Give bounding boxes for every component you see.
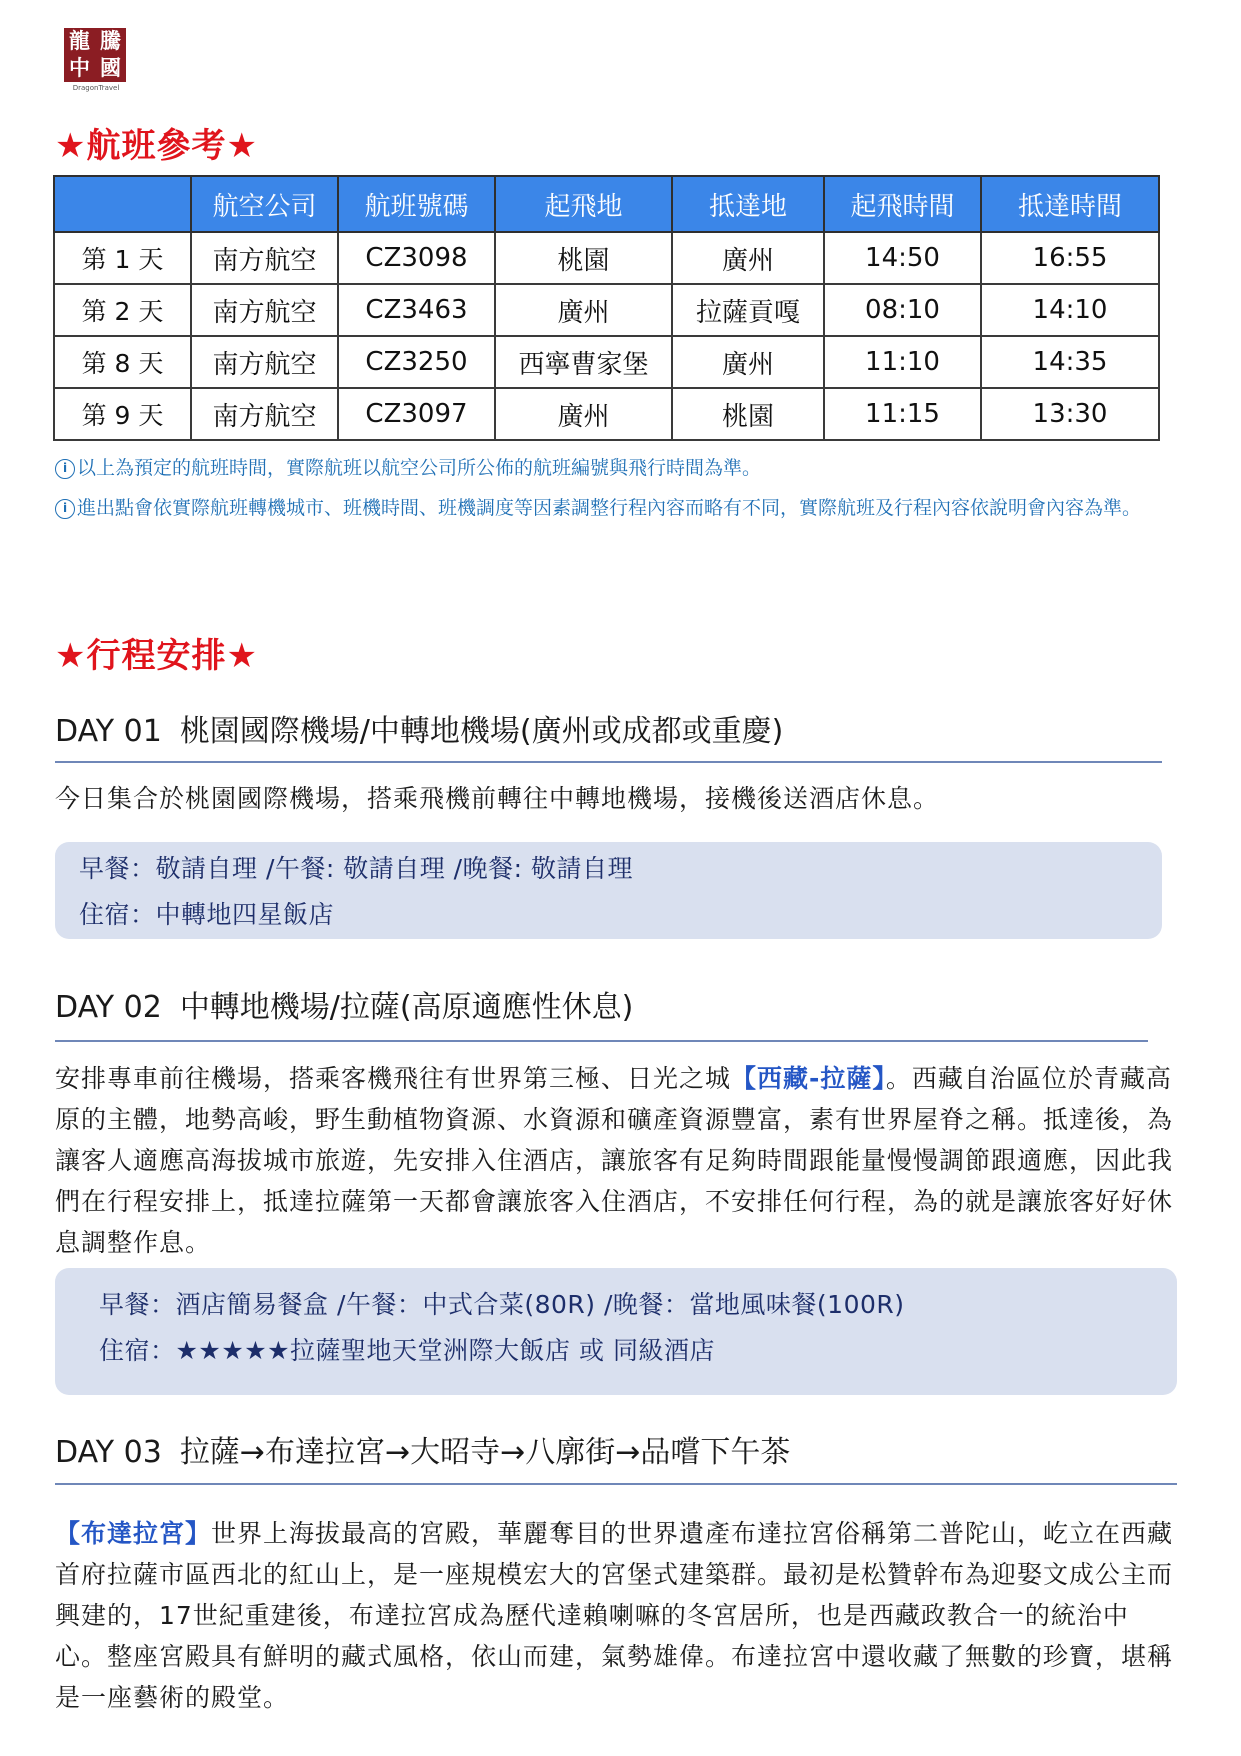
divider	[55, 1040, 1148, 1042]
day-heading	[55, 982, 633, 1026]
highlight-text: 【布達拉宮】	[55, 1519, 212, 1548]
table-row	[54, 232, 1159, 284]
day-heading	[55, 1427, 790, 1471]
logo-char: 龍	[69, 29, 90, 53]
header-cell: 抵達地	[672, 176, 824, 232]
day-description	[55, 1058, 1175, 1263]
description-text: 世界上海拔最高的宮殿，華麗奪目的世界遺產布達拉宮俗稱第二普陀山，屹立在西藏首府拉薩市區西北的紅山上，是一座規模宏大的宮堡式建築群。最初是松贊幹布為迎娶文成公主而興建的，17世紀重建後，布達拉宮成為歷代達賴喇嘛的冬宮居所，也是西藏政教合一的統治中心。整座宮殿具有鮮明的藏式風格，依山而建，氣勢雄偉。布達拉宮中還收藏了無數的珍寶，堪稱是一座藝術的殿堂。	[55, 1519, 1174, 1712]
table-cell: 廣州	[672, 232, 824, 284]
table-cell: 廣州	[495, 284, 672, 336]
table-cell: CZ3098	[338, 232, 495, 284]
day-heading	[55, 706, 783, 750]
day-description: 今日集合於桃園國際機場，搭乘飛機前轉往中轉地機場，接機後送酒店休息。	[55, 784, 940, 813]
table-cell: 拉薩貢嘎	[672, 284, 824, 336]
logo-char: 中	[69, 56, 90, 80]
table-cell: 南方航空	[191, 388, 338, 440]
flight-table	[53, 175, 1160, 441]
flight-note-1	[55, 452, 1175, 484]
flight-note-text: 以上為預定的航班時間，實際航班以航空公司所公佈的航班編號與飛行時間為準。	[77, 457, 762, 479]
table-cell: 第 9 天	[54, 388, 191, 440]
header-cell: 航空公司	[191, 176, 338, 232]
table-cell: 14:35	[981, 336, 1159, 388]
hotel-line: 住宿：中轉地四星飯店	[79, 900, 335, 929]
table-cell: 廣州	[672, 336, 824, 388]
table-cell: 13:30	[981, 388, 1159, 440]
table-cell: 11:10	[824, 336, 981, 388]
day-title: 中轉地機場/拉薩(高原適應性休息)	[179, 990, 634, 1025]
description-text: 安排專車前往機場，搭乘客機飛往有世界第三極、日光之城	[55, 1064, 732, 1093]
day-number: DAY 02	[55, 990, 162, 1025]
flight-note-text: 進出點會依實際航班轉機城市、班機時間、班機調度等因素調整行程內容而略有不同，實際航班及行程內容依說明會內容為準。	[77, 497, 1142, 519]
table-cell: 南方航空	[191, 284, 338, 336]
logo-subtitle: DragonTravel	[72, 84, 120, 92]
table-row	[54, 336, 1159, 388]
meals-line: 早餐：酒店簡易餐盒 /午餐：中式合菜(80R) /晚餐：當地風味餐(100R)	[99, 1290, 905, 1319]
meals-line: 早餐：敬請自理 /午餐: 敬請自理 /晚餐: 敬請自理	[79, 854, 633, 883]
day-number: DAY 03	[55, 1435, 162, 1470]
table-cell: 第 1 天	[54, 232, 191, 284]
table-cell: 南方航空	[191, 232, 338, 284]
table-row	[54, 388, 1159, 440]
table-cell: CZ3250	[338, 336, 495, 388]
meal-info-box	[55, 1268, 1177, 1395]
table-cell: 桃園	[672, 388, 824, 440]
header-cell: 起飛時間	[824, 176, 981, 232]
day-title: 桃園國際機場/中轉地機場(廣州或成都或重慶)	[179, 714, 784, 749]
header-cell: 航班號碼	[338, 176, 495, 232]
table-cell: 第 2 天	[54, 284, 191, 336]
header-cell: 抵達時間	[981, 176, 1159, 232]
header-cell: 起飛地	[495, 176, 672, 232]
table-cell: 廣州	[495, 388, 672, 440]
day-description	[55, 1513, 1175, 1718]
table-cell: CZ3097	[338, 388, 495, 440]
flight-table-header-row	[54, 176, 1159, 232]
table-cell: 第 8 天	[54, 336, 191, 388]
meal-info-box	[55, 842, 1162, 939]
logo-char: 騰	[100, 29, 121, 53]
highlight-text: 【西藏-拉薩】	[731, 1064, 886, 1093]
table-cell: 11:15	[824, 388, 981, 440]
table-cell: 桃園	[495, 232, 672, 284]
company-logo	[64, 28, 128, 102]
table-cell: 西寧曹家堡	[495, 336, 672, 388]
flight-section-title: ★航班參考★	[55, 126, 258, 166]
flight-note-2	[55, 492, 1175, 524]
table-cell: CZ3463	[338, 284, 495, 336]
logo-char: 國	[100, 56, 121, 80]
table-row	[54, 284, 1159, 336]
header-cell	[54, 176, 191, 232]
table-cell: 14:50	[824, 232, 981, 284]
divider	[55, 1483, 1177, 1485]
description-text: 。西藏自治區位於青藏高原的主體，地勢高峻，野生動植物資源、水資源和礦產資源豐富，素有世界屋脊之稱。抵達後，為讓客人適應高海拔城市旅遊，先安排入住酒店，讓旅客有足夠時間跟能量慢慢調節跟適應，因此我們在行程安排上，抵達拉薩第一天都會讓旅客入住酒店，不安排任何行程，為的就是讓旅客好好休息調整作息。	[55, 1064, 1174, 1257]
day-title: 拉薩→布達拉宮→大昭寺→八廓街→品嚐下午茶	[179, 1435, 791, 1470]
table-cell: 16:55	[981, 232, 1159, 284]
table-cell: 08:10	[824, 284, 981, 336]
table-cell: 14:10	[981, 284, 1159, 336]
hotel-line: 住宿：★★★★★拉薩聖地天堂洲際大飯店 或 同級酒店	[99, 1336, 715, 1365]
info-icon: i	[55, 499, 75, 519]
logo-mark	[64, 28, 126, 82]
info-icon: i	[55, 459, 75, 479]
table-cell: 南方航空	[191, 336, 338, 388]
divider	[55, 761, 1162, 763]
itinerary-section-title: ★行程安排★	[55, 636, 258, 676]
day-number: DAY 01	[55, 714, 162, 749]
